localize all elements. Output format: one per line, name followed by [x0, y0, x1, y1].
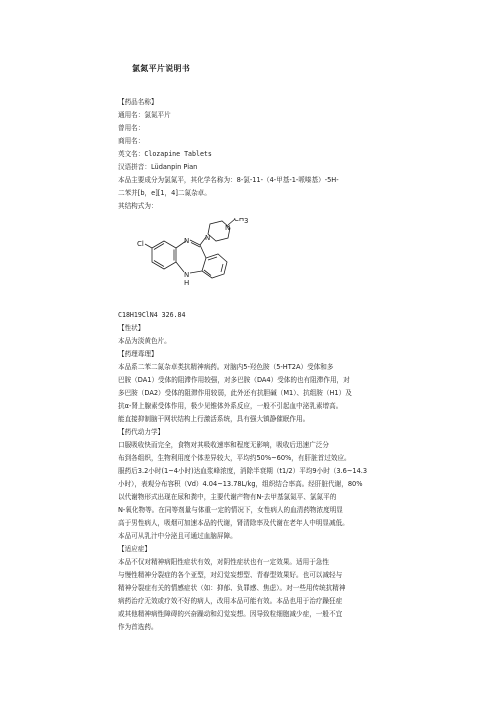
piperazine-nitrogen-label: N	[205, 234, 211, 242]
structure-diagram	[132, 218, 252, 308]
pharmacokinetics-line-2: 布到各组织，生物利用度个体差异较大，平均约50%~60%，有肝脏首过效应。	[118, 454, 351, 462]
pharmacokinetics-line-3: 服药后3.2小时(1~4小时)达血浆峰浓度，消除半衰期（t1/2）平均9小时（3.6~14.3	[118, 467, 368, 475]
section-heading-traits: 【性状】	[118, 324, 145, 332]
indications-line-5: 或其他精神病性障碍的兴奋躁动和幻觉妄想。因导致粒细胞减少症，一般不宜	[118, 610, 343, 618]
pharmacology-line-2: 巴胺（DA1）受体的阻滞作用较强，对多巴胺（DA4）受体的也有阻滞作用，对	[118, 376, 350, 384]
pharmacokinetics-line-6: N-氧化物等。在同等剂量与体重一定的情况下，女性病人的血清药物浓度明显	[118, 506, 343, 514]
pharmacology-line-5: 能直接抑制脑干网状结构上行激活系统，具有强大镇静催眠作用。	[118, 415, 310, 423]
pharmacokinetics-line-7: 高于男性病人，吸烟可加速本品的代谢，肾清除率及代谢在老年人中明显减低。	[118, 519, 349, 527]
ingredient-line-1: 本品主要成分为氯氮平，其化学名称为：8-氯-11-（4-甲基-1-哌嗪基）-5H-	[118, 176, 339, 184]
imine-nitrogen-label: N	[184, 237, 190, 245]
pharmacokinetics-line-4: 小时），表观分布容积（Vd）4.04~13.78L/kg，组织结合率高。经肝脏代谢，80%	[118, 480, 363, 488]
section-heading-indications: 【适应症】	[118, 545, 151, 553]
traits-text: 本品为淡黄色片。	[118, 337, 171, 345]
indications-line-4: 病药治疗无效或疗效不好的病人，改用本品可能有效。本品也用于治疗躁狂症	[118, 597, 343, 605]
generic-name: 通用名：氯氮平片	[118, 111, 171, 119]
methyl-subscript: 3	[244, 218, 249, 225]
chemical-structure	[132, 218, 252, 308]
indications-line-6: 作为首选药。	[118, 623, 158, 631]
pharmacokinetics-line-1: 口服吸收快而完全，食物对其吸收速率和程度无影响，吸收后迅速广泛分	[118, 441, 329, 449]
section-heading-pharmacokinetics: 【药代动力学】	[118, 428, 165, 436]
indications-line-2: 与慢性精神分裂症的各个亚型，对幻觉妄想型、青春型效果好。也可以减轻与	[118, 571, 343, 579]
pharmacology-line-4: 抗α-肾上腺素受体作用，极少见锥体外系反应，一般不引起血中泌乳素增高。	[118, 402, 343, 410]
section-heading-pharmacology: 【药理毒理】	[118, 350, 158, 358]
methyl-nitrogen-label: N	[225, 224, 231, 232]
molecular-formula: C18H19ClN4 326.84	[118, 311, 186, 319]
structure-label: 其结构式为：	[118, 202, 158, 210]
pinyin-name: 汉语拼音：Lüdanpin Pian	[118, 163, 198, 171]
section-heading-drug-name: 【药品名称】	[118, 98, 158, 106]
pharmacology-line-1: 本品系二苯二氮杂卓类抗精神病药。对脑内5-羟色胺（5-HT2A）受体和多	[118, 363, 334, 371]
pharmacokinetics-line-5: 以代谢物形式出现在尿和粪中，主要代谢产物有N-去甲基氯氮平、氯氮平的	[118, 493, 337, 501]
chlorine-label: Cl	[137, 240, 144, 248]
pharmacology-line-3: 多巴胺（DA2）受体的阻滞作用较弱，此外还有抗胆碱（M1）、抗组胺（H1）及	[118, 389, 352, 397]
amine-hydrogen-label: H	[184, 279, 190, 287]
pharmacokinetics-line-8: 本品可从乳汁中分泌且可通过血脑屏障。	[118, 532, 237, 540]
english-name: 英文名：Clozapine Tablets	[118, 150, 212, 158]
ingredient-line-2: 二苯并[b，e][1，4]二氮杂卓。	[118, 189, 211, 197]
document-title: 氯氮平片说明书	[132, 64, 191, 73]
amine-nitrogen-label: N	[184, 271, 190, 279]
former-name: 曾用名：	[118, 124, 145, 132]
indications-line-1: 本品不仅对精神病阳性症状有效，对阴性症状也有一定效果。适用于急性	[118, 558, 329, 566]
methyl-label: CH	[234, 218, 245, 223]
indications-line-3: 精神分裂症有关的情感症状（如：抑郁、负罪感、焦虑）。对一些用传统抗精神	[118, 584, 346, 592]
trade-name: 商用名：	[118, 137, 145, 145]
